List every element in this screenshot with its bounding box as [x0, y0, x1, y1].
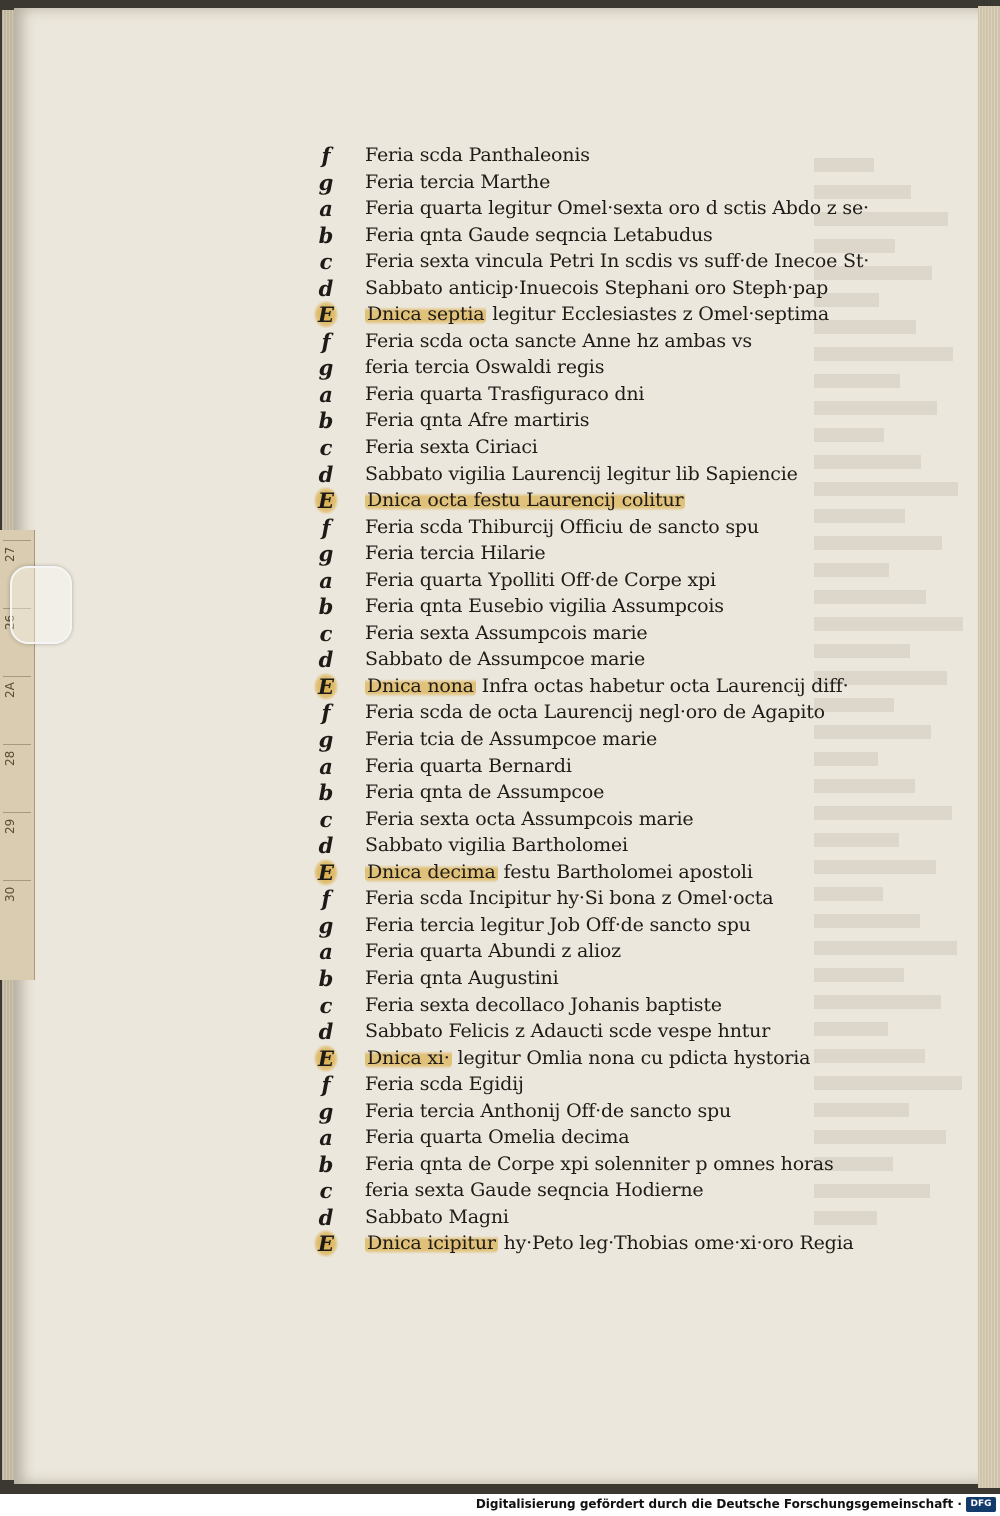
- calendar-row: [300, 620, 900, 647]
- footer-credit: Digitalisierung gefördert durch die Deutsche Forschungsgemeinschaft ·: [475, 1497, 962, 1511]
- dominical-letter: b: [318, 594, 334, 620]
- rubric-highlight: Dnica xi·: [367, 1046, 450, 1069]
- dominical-letter: g: [318, 541, 334, 567]
- rubric-highlight: Dnica nona: [367, 674, 474, 697]
- calendar-entry: [365, 222, 713, 249]
- dominical-letter: d: [318, 461, 334, 487]
- dominical-letter: b: [318, 408, 334, 434]
- calendar-entry: [365, 434, 538, 461]
- calendar-entry: [365, 938, 621, 965]
- entry-text: Feria tcia de Assumpcoe marie: [365, 728, 658, 751]
- dominical-letter: a: [319, 381, 333, 407]
- calendar-row: [300, 1018, 900, 1045]
- dominical-letter: E: [314, 301, 338, 328]
- calendar-row: [300, 938, 900, 965]
- calendar-entry: [365, 1177, 703, 1204]
- entry-text: Feria sexta decollaco Johanis baptiste: [365, 993, 722, 1016]
- calendar-entry: [365, 540, 545, 567]
- dominical-letter: g: [318, 727, 334, 753]
- rubric-highlight: Dnica septia: [367, 303, 485, 326]
- dominical-letter: a: [319, 939, 333, 965]
- calendar-row: [300, 1071, 900, 1098]
- calendar-entry: [365, 195, 869, 222]
- entry-text: Feria sexta vincula Petri In scdis vs suff·de Inecoe St·: [365, 250, 870, 273]
- calendar-row: [300, 699, 900, 726]
- side-tab-number: 27: [3, 540, 31, 567]
- side-tab-number: 28: [3, 744, 31, 771]
- calendar-entry: [365, 567, 716, 594]
- calendar-row: [300, 726, 900, 753]
- calendar-entry: [365, 1124, 629, 1151]
- calendar-entry: [365, 275, 828, 302]
- entry-text: legitur Omlia nona cu pdicta hystoria: [457, 1046, 811, 1069]
- dominical-letter: c: [319, 1178, 333, 1204]
- calendar-entry: [365, 381, 644, 408]
- calendar-row: [300, 1204, 900, 1231]
- dominical-letter: f: [321, 143, 331, 168]
- calendar-entry: [365, 832, 628, 859]
- entry-text: Feria scda Incipitur hy·Si bona z Omel·octa: [365, 887, 774, 910]
- calendar-entry: [365, 885, 773, 912]
- entry-text: Sabbato anticip·Inuecois Stephani oro Steph·pap: [365, 276, 829, 299]
- dominical-letter: d: [318, 647, 334, 673]
- calendar-row: [300, 832, 900, 859]
- dominical-letter: f: [321, 886, 331, 912]
- entry-text: Feria quarta Bernardi: [365, 754, 572, 777]
- calendar-row: [300, 593, 900, 620]
- calendar-entry: [365, 593, 724, 620]
- calendar-entry: [365, 1151, 834, 1178]
- entry-text: Feria quarta Ypolliti Off·de Corpe xpi: [365, 568, 716, 591]
- dominical-letter: E: [314, 859, 338, 886]
- entry-text: Feria scda de octa Laurencij negl·oro de Agapito: [365, 701, 825, 724]
- entry-text: Feria quarta Omelia decima: [365, 1126, 630, 1149]
- dominical-letter: c: [319, 806, 333, 832]
- calendar-entry: [365, 646, 645, 673]
- side-tab-number: 2A: [3, 676, 31, 703]
- calendar-entry: [365, 1018, 770, 1045]
- dominical-letter: g: [318, 355, 334, 381]
- calendar-row: [300, 1230, 900, 1257]
- calendar-row: [300, 407, 900, 434]
- dominical-letter: b: [318, 780, 334, 806]
- entry-text: festu Bartholomei apostoli: [503, 860, 753, 883]
- dfg-logo: DFG: [966, 1497, 996, 1512]
- dominical-letter: b: [318, 222, 334, 248]
- calendar-row: [300, 965, 900, 992]
- calendar-row: [300, 1151, 900, 1178]
- calendar-row: [300, 567, 900, 594]
- calendar-entry: [365, 779, 604, 806]
- calendar-row: [300, 142, 900, 169]
- entry-text: Feria tercia Hilarie: [365, 542, 546, 565]
- calendar-row: [300, 779, 900, 806]
- calendar-entry: [365, 487, 685, 514]
- calendar-row: [300, 1177, 900, 1204]
- calendar-row: [300, 195, 900, 222]
- calendar-entry: [365, 514, 759, 541]
- entry-text: Feria qnta Eusebio vigilia Assumpcois: [365, 595, 724, 618]
- dominical-letter: c: [319, 620, 333, 646]
- entry-text: Feria qnta de Assumpcoe: [365, 781, 605, 804]
- dominical-letter: E: [314, 487, 338, 514]
- calendar-entry: [365, 726, 657, 753]
- right-page-edges: [978, 6, 1000, 1488]
- entry-text: Feria qnta Gaude seqncia Letabudus: [365, 223, 713, 246]
- calendar-row: [300, 1045, 900, 1072]
- calendar-row: [300, 753, 900, 780]
- dominical-letter: a: [319, 196, 333, 222]
- calendar-row: [300, 275, 900, 302]
- calendar-row: [300, 487, 900, 514]
- calendar-row: [300, 992, 900, 1019]
- calendar-row: [300, 859, 900, 886]
- calendar-entry: [365, 301, 829, 328]
- dominical-letter: g: [318, 1098, 334, 1124]
- entry-text: Sabbato vigilia Laurencij legitur lib Sapiencie: [365, 462, 798, 485]
- dominical-letter: E: [314, 1045, 338, 1072]
- entry-text: Feria qnta Afre martiris: [365, 409, 590, 432]
- dominical-letter: f: [321, 514, 331, 540]
- calendar-entry: [365, 806, 693, 833]
- calendar-row: [300, 461, 900, 488]
- entry-text: Sabbato Felicis z Adaucti scde vespe hntur: [365, 1020, 771, 1043]
- dominical-letter: E: [314, 1230, 338, 1257]
- rubric-highlight: Dnica octa festu Laurencij colitur: [367, 489, 684, 512]
- calendar-entry: [365, 1045, 810, 1072]
- dominical-letter: d: [318, 1019, 334, 1045]
- dominical-letter: f: [321, 328, 331, 354]
- calendar-entry: [365, 407, 589, 434]
- paper-clip: [10, 566, 72, 644]
- entry-text: Feria qnta Augustini: [365, 966, 559, 989]
- entry-text: Feria sexta octa Assumpcois marie: [365, 807, 694, 830]
- entry-text: hy·Peto leg·Thobias ome·xi·oro Regia: [503, 1232, 854, 1255]
- side-tab-number: 29: [3, 812, 31, 839]
- dominical-letter: a: [319, 1125, 333, 1151]
- dominical-letter: d: [318, 1204, 334, 1230]
- calendar-row: [300, 806, 900, 833]
- dominical-letter: g: [318, 169, 334, 195]
- calendar-row: [300, 301, 900, 328]
- entry-text: Sabbato Magni: [365, 1205, 509, 1228]
- dominical-letter: d: [318, 833, 334, 859]
- side-tab-number: 30: [3, 880, 31, 907]
- calendar-entry: [365, 965, 558, 992]
- dominical-letter: f: [321, 700, 331, 726]
- entry-text: legitur Ecclesiastes z Omel·septima: [492, 303, 830, 326]
- calendar-entry: [365, 673, 848, 700]
- calendar-entry: [365, 1098, 731, 1125]
- calendar-list: [300, 142, 900, 1257]
- entry-text: Feria quarta Trasfiguraco dni: [365, 382, 645, 405]
- calendar-row: [300, 540, 900, 567]
- entry-text: Feria quarta Abundi z alioz: [365, 940, 621, 963]
- calendar-entry: [365, 1204, 509, 1231]
- calendar-entry: [365, 1230, 854, 1257]
- entry-text: Feria scda Thiburcij Officiu de sancto spu: [365, 515, 759, 538]
- calendar-entry: [365, 753, 572, 780]
- entry-text: Sabbato vigilia Bartholomei: [365, 834, 628, 857]
- calendar-row: [300, 1124, 900, 1151]
- entry-text: Feria qnta de Corpe xpi solenniter p omnes horas: [365, 1152, 834, 1175]
- calendar-entry: [365, 354, 604, 381]
- calendar-row: [300, 381, 900, 408]
- entry-text: feria sexta Gaude seqncia Hodierne: [365, 1179, 704, 1202]
- dominical-letter: b: [318, 965, 334, 991]
- entry-text: Feria quarta legitur Omel·sexta oro d sctis Abdo z se·: [365, 197, 869, 220]
- calendar-entry: [365, 328, 752, 355]
- entry-text: Feria scda Panthaleonis: [365, 144, 590, 166]
- dominical-letter: c: [319, 992, 333, 1018]
- dominical-letter: g: [318, 912, 334, 938]
- rubric-highlight: Dnica icipitur: [367, 1232, 496, 1255]
- dominical-letter: c: [319, 435, 333, 461]
- dominical-letter: E: [314, 673, 338, 700]
- entry-text: feria tercia Oswaldi regis: [365, 356, 605, 379]
- calendar-entry: [365, 248, 869, 275]
- calendar-row: [300, 514, 900, 541]
- dominical-letter: b: [318, 1151, 334, 1177]
- calendar-row: [300, 1098, 900, 1125]
- entry-text: Sabbato de Assumpcoe marie: [365, 648, 646, 671]
- entry-text: Feria sexta Ciriaci: [365, 436, 538, 459]
- rubric-highlight: Dnica decima: [367, 860, 496, 883]
- calendar-entry: [365, 912, 751, 939]
- dominical-letter: f: [321, 1072, 331, 1098]
- side-tab-number: 26: [3, 608, 31, 635]
- entry-text: Feria tercia Anthonij Off·de sancto spu: [365, 1099, 732, 1122]
- calendar-entry: [365, 169, 550, 196]
- calendar-entry: [365, 699, 825, 726]
- calendar-row: [300, 885, 900, 912]
- footer-bar: [0, 1494, 1000, 1516]
- calendar-entry: [365, 859, 753, 886]
- calendar-row: [300, 222, 900, 249]
- entry-text: Feria tercia Marthe: [365, 170, 551, 193]
- calendar-row: [300, 248, 900, 275]
- dominical-letter: a: [319, 753, 333, 779]
- dominical-letter: c: [319, 249, 333, 275]
- calendar-entry: [365, 461, 798, 488]
- calendar-row: [300, 169, 900, 196]
- calendar-entry: [365, 992, 722, 1019]
- calendar-row: [300, 354, 900, 381]
- calendar-row: [300, 646, 900, 673]
- calendar-entry: [365, 1071, 524, 1098]
- calendar-entry: [365, 142, 590, 169]
- entry-text: Infra octas habetur octa Laurencij diff·: [481, 674, 849, 697]
- calendar-row: [300, 673, 900, 700]
- entry-text: Feria scda Egidij: [365, 1073, 524, 1096]
- calendar-row: [300, 328, 900, 355]
- calendar-row: [300, 434, 900, 461]
- dominical-letter: a: [319, 567, 333, 593]
- entry-text: Feria scda octa sancte Anne hz ambas vs: [365, 329, 752, 352]
- calendar-entry: [365, 620, 647, 647]
- calendar-row: [300, 912, 900, 939]
- dominical-letter: d: [318, 275, 334, 301]
- entry-text: Feria sexta Assumpcois marie: [365, 621, 648, 644]
- entry-text: Feria tercia legitur Job Off·de sancto spu: [365, 913, 751, 936]
